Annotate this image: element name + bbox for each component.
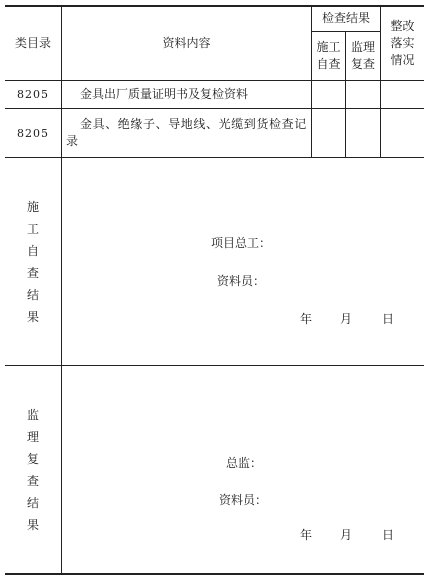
header-category: 类目录	[14, 35, 51, 50]
rule-category-right	[61, 5, 62, 574]
self-signature-archivist: 资料员：	[217, 274, 266, 288]
review-section-label	[5, 366, 61, 573]
self-label-char-2: 工	[26, 221, 39, 236]
review-label-char-5: 结	[26, 495, 39, 510]
self-section-label	[5, 158, 61, 365]
header-review	[346, 32, 380, 80]
self-label-char-4: 查	[26, 265, 39, 280]
review-signature-chief-supervisor: 总监：	[226, 456, 263, 470]
review-date-year: 年	[300, 528, 313, 542]
review-label-char-3: 复	[26, 451, 39, 466]
row1-content: 金具出厂质量证明书及复检资料	[80, 87, 249, 101]
review-signature-archivist: 资料员：	[219, 493, 268, 507]
header-content: 资料内容	[162, 35, 211, 50]
row2-content: 金具、绝缘子、导地线、光缆到货检查记录	[66, 117, 307, 148]
self-signature-chief-engineer: 项目总工：	[211, 236, 272, 250]
header-check-results: 检查结果	[321, 11, 370, 25]
header-rectify-line1: 整改	[390, 18, 415, 33]
rule-bottom	[5, 573, 424, 575]
self-date-day: 日	[382, 312, 395, 326]
review-label-char-6: 果	[26, 517, 39, 532]
review-date-day: 日	[382, 528, 395, 542]
review-label-char-2: 理	[26, 429, 39, 444]
review-label-char-1: 监	[26, 407, 39, 422]
self-label-char-6: 果	[26, 309, 39, 324]
self-label-char-1: 施	[26, 199, 39, 214]
row2-code: 8205	[17, 126, 49, 140]
self-label-char-5: 结	[26, 287, 39, 302]
row1-code: 8205	[17, 88, 49, 101]
rule-self-bottom	[5, 365, 424, 366]
header-review-line2: 复查	[350, 57, 375, 71]
self-date-month: 月	[340, 312, 353, 326]
header-review-line1: 监理	[350, 40, 375, 54]
rule-row2-bottom	[5, 157, 424, 158]
header-rectify-line3: 情况	[390, 52, 415, 67]
review-label-char-4: 查	[26, 473, 39, 488]
self-label-char-3: 自	[26, 243, 39, 258]
header-self-check-line1: 施工	[316, 40, 341, 54]
header-self-check-line2: 自查	[316, 57, 341, 71]
header-rectify-line2: 落实	[390, 35, 415, 50]
self-date-year: 年	[300, 312, 313, 326]
header-rectify	[381, 6, 424, 80]
review-date-month: 月	[340, 528, 353, 542]
header-self-check	[312, 32, 345, 80]
